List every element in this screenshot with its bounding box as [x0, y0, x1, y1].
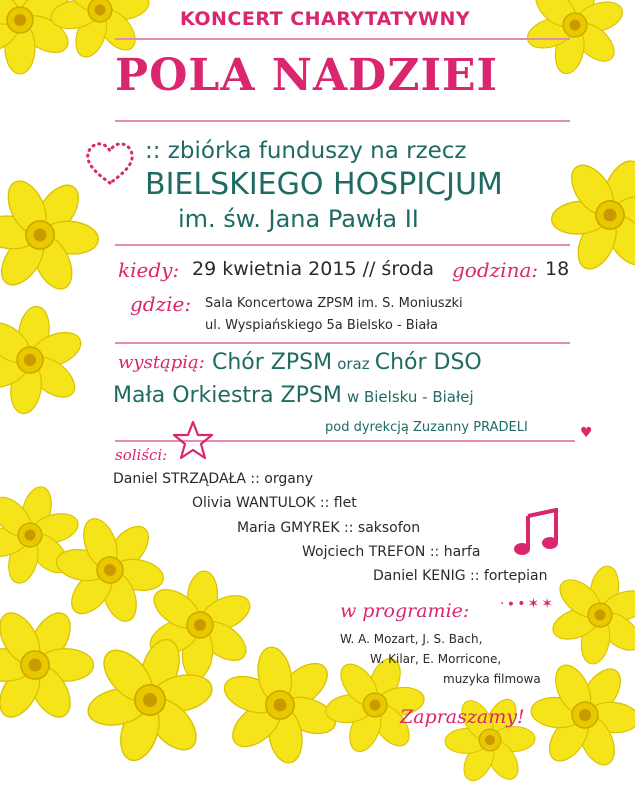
when-label: kiedy:	[118, 258, 180, 282]
sparkle-icon: ·∙•✶✶	[500, 596, 555, 612]
performers-line-1	[212, 350, 482, 375]
event-type: KONCERT CHARYTATYWNY	[180, 8, 471, 30]
patron: im. św. Jana Pawła II	[178, 205, 419, 233]
daffodil-decoration	[320, 650, 430, 760]
address: ul. Wyspiańskiego 5a Bielsko - Biała	[205, 318, 438, 333]
soloist-3: Maria GMYREK :: saksofon	[237, 520, 421, 536]
venue: Sala Koncertowa ZPSM im. S. Moniuszki	[205, 296, 463, 311]
divider	[115, 120, 570, 122]
program-line-1: W. A. Mozart, J. S. Bach,	[340, 632, 483, 646]
invite-text: Zapraszamy!	[400, 706, 525, 728]
choir-1: Chór ZPSM	[212, 350, 333, 375]
divider	[115, 38, 570, 40]
event-time: 18	[545, 258, 570, 280]
conductor: pod dyrekcją Zuzanny PRADELI	[325, 420, 528, 435]
orchestra: Mała Orkiestra ZPSM	[113, 383, 342, 408]
event-title: POLA NADZIEI	[115, 50, 499, 101]
choir-2: Chór DSO	[374, 350, 482, 375]
daffodil-decoration	[545, 560, 635, 670]
where-label: gdzie:	[130, 292, 192, 316]
conductor-surname: PRADELI	[473, 420, 528, 435]
daffodil-decoration	[80, 630, 220, 770]
daffodil-decoration	[520, 0, 630, 80]
divider	[115, 342, 570, 344]
program-line-3: muzyka filmowa	[443, 672, 541, 686]
daffodil-decoration	[0, 300, 90, 420]
program-label: w programie:	[340, 600, 470, 622]
daffodil-decoration	[525, 655, 635, 775]
soloists-label: soliści:	[115, 446, 168, 464]
soloist-2: Olivia WANTULOK :: flet	[192, 495, 357, 511]
heart-icon: ♥	[580, 425, 593, 441]
soloist-1: Daniel STRZĄDAŁA :: organy	[113, 471, 313, 487]
daffodil-decoration	[440, 690, 540, 790]
soloist-5: Daniel KENIG :: fortepian	[373, 568, 548, 584]
performers-line-2	[113, 383, 474, 408]
orchestra-city: w Bielsku - Białej	[346, 388, 474, 406]
star-icon	[172, 420, 214, 464]
event-date: 29 kwietnia 2015 // środa	[192, 258, 435, 280]
dotted-heart-icon	[80, 135, 140, 194]
performers-label: wystąpią:	[118, 352, 205, 373]
soloist-4: Wojciech TREFON :: harfa	[302, 544, 481, 560]
music-note-icon	[512, 508, 562, 562]
beneficiary: BIELSKIEGO HOSPICJUM	[145, 167, 503, 202]
program-line-2: W. Kilar, E. Morricone,	[370, 652, 502, 666]
time-label: godzina:	[452, 258, 539, 282]
divider	[115, 244, 570, 246]
oraz-text: oraz	[337, 355, 370, 373]
purpose-line: :: zbiórka funduszy na rzecz	[145, 138, 467, 164]
